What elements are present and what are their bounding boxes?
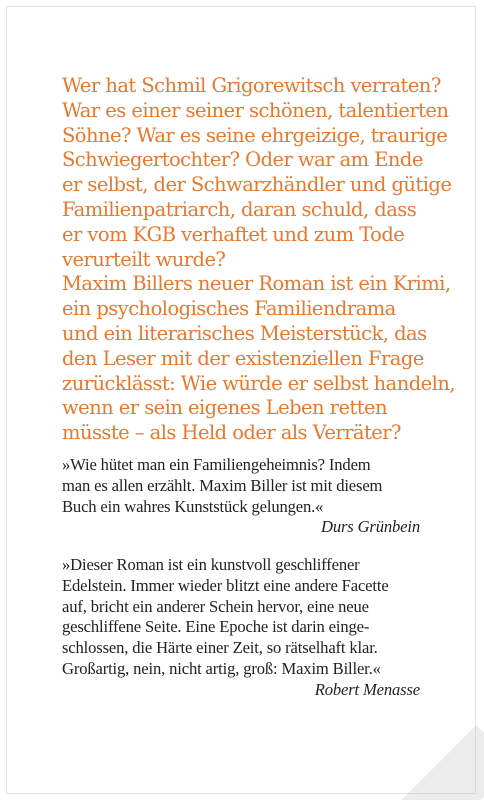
blurb-line: Schwiegertochter? Oder war am Ende <box>62 148 423 172</box>
quote-line: auf, bricht ein anderer Schein hervor, eine neue <box>62 596 369 616</box>
quote-line: »Wie hütet man ein Familiengeheimnis? Indem <box>62 455 371 474</box>
quote-line: »Dieser Roman ist ein kunstvoll geschliffener <box>62 555 360 574</box>
blurb-line: verurteilt wurde? <box>62 247 226 271</box>
blurb-line: und ein literarisches Meisterstück, das <box>62 321 427 345</box>
quote-line: geschliffene Seite. Eine Epoche ist darin einge- <box>62 617 370 637</box>
blurb-line: müsste – als Held oder als Verräter? <box>62 421 401 445</box>
blurb-line: Wer hat Schmil Grigorewitsch verraten? <box>62 74 441 97</box>
review-quote-grunbein <box>62 455 462 538</box>
quote-author: Robert Menasse <box>314 679 420 699</box>
quote-line: schlossen, die Härte einer Zeit, so rätselhaft klar. <box>62 638 378 658</box>
quote-author: Durs Grünbein <box>321 517 420 537</box>
blurb-line: zurücklässt: Wie würde er selbst handeln, <box>62 371 455 395</box>
blurb-line: er vom KGB verhaftet und zum Tode <box>62 222 405 246</box>
blurb-line: er selbst, der Schwarzhändler und gütige <box>62 173 452 197</box>
quote-line: Edelstein. Immer wieder blitzt eine andere Facette <box>62 575 389 595</box>
review-quote-menasse <box>62 555 462 701</box>
blurb-line: Söhne? War es seine ehrgeizige, traurige <box>62 123 448 147</box>
blurb-line: Maxim Billers neuer Roman ist ein Krimi, <box>62 272 451 296</box>
quote-line: Buch ein wahres Kunststück gelungen.« <box>62 496 324 516</box>
blurb-line: wenn er sein eigenes Leben retten <box>62 396 388 420</box>
blurb-line: ein psychologisches Familiendrama <box>62 297 396 321</box>
blurb-text <box>62 74 462 446</box>
blurb-line: War es einer seiner schönen, talentierten <box>62 98 449 122</box>
quote-line: man es allen erzählt. Maxim Biller ist mit diesem <box>62 475 383 495</box>
quote-line: Großartig, nein, nicht artig, groß: Maxim Biller.« <box>62 658 381 678</box>
blurb-line: Familienpatriarch, daran schuld, dass <box>62 197 417 221</box>
blurb-line: den Leser mit der existenziellen Frage <box>62 346 424 370</box>
